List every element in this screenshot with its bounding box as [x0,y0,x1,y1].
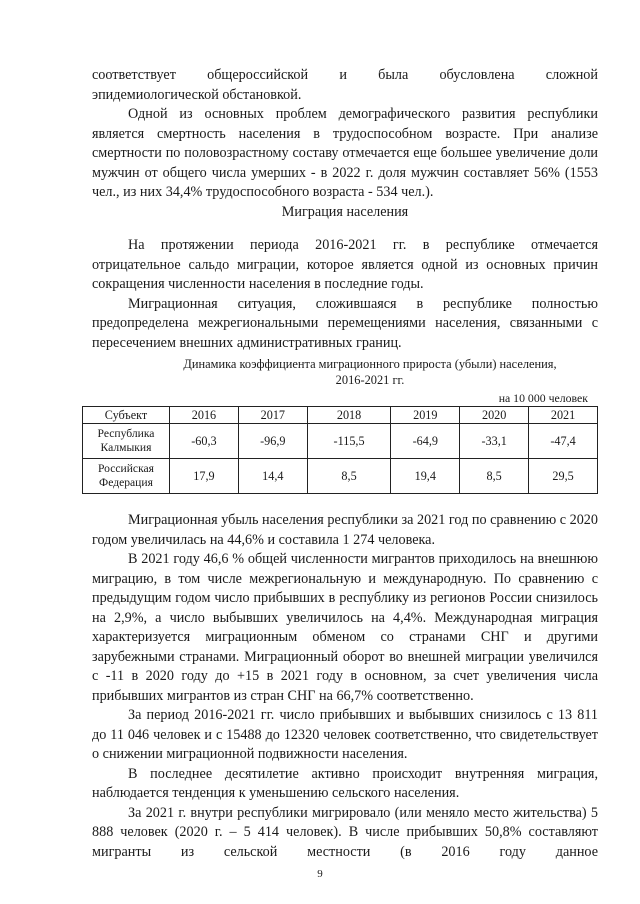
table-row [83,424,598,459]
paragraph-intro [92,66,598,203]
table-header-cell: 2020 [460,407,529,424]
table-subject-cell [83,424,170,459]
table-subject-cell [83,459,170,494]
table-header-cell: 2016 [170,407,239,424]
paragraph-intro-line2: эпидемиологической обстановкой. [92,86,302,103]
table-cell: 29,5 [529,459,598,494]
paragraph-migration-balance: На протяжении периода 2016-2021 гг. в республике отмечается отрицательное сальдо миграции, которое является одной из основных причин сокращения численности населения в последние годы. [92,237,598,292]
subject-line: Российская [97,462,155,475]
table-header-row [83,407,598,424]
table-cell: -60,3 [170,424,239,459]
page-number: 9 [317,868,323,880]
subject-line: Республика [97,427,155,440]
table-cell: 14,4 [238,459,307,494]
paragraph-internal-migration: В последнее десятилетие активно происходит внутренняя миграция, наблюдается тенденция к уменьшению сельского населения. [92,765,598,801]
table-cell: 8,5 [460,459,529,494]
subject-line: Калмыкия [100,441,152,454]
migration-text-block [92,236,598,353]
table-units: на 10 000 человек [498,391,588,405]
subject-line: Федерация [99,476,153,489]
table-header-cell: 2019 [391,407,460,424]
table-cell: 19,4 [391,459,460,494]
table-cell: 17,9 [170,459,239,494]
table-row [83,459,598,494]
table-cell: 8,5 [307,459,391,494]
table-caption [150,356,590,388]
paragraph-arrivals-departures: За период 2016-2021 гг. число прибывших и выбывших снизилось с 13 811 до 11 046 человек и с 15488 до 12320 человек соответственно, что свидетельствует о снижении миграционной подвижности населения. [92,707,598,762]
table-header-cell: 2017 [238,407,307,424]
paragraph-external-migration: В 2021 году 46,6 % общей численности мигрантов приходилось на внешнюю миграцию, в том числе межрегиональную и международную. По сравнению с предыдущим годом число прибывших в республику из регионов России снизилось на 2,9%, а число выбывших увеличилось на 4,4%. Международная миграция характеризуется миграционным обменом со странами СНГ и другими зарубежными странами. Миграционный оборот во внешней миграции увеличился с -11 в 2020 году до +15 в 2021 году в основном, за счет увеличения числа прибывших мигрантов из стран СНГ на 66,7% соответственно. [92,551,598,704]
paragraph-migration-situation: Миграционная ситуация, сложившаяся в республике полностью предопределена межрегиональными перемещениями населения, связанными с пересечением внешних административных границ. [92,295,598,351]
migration-coefficient-table [82,406,598,494]
table-caption-line2: 2016-2021 гг. [335,373,405,387]
paragraph-intro-line1: соответствует общероссийской и была обусловлена сложной [92,67,598,83]
table-cell: -96,9 [238,424,307,459]
table-cell: -33,1 [460,424,529,459]
paragraph-intra-republic: За 2021 г. внутри республики мигрировало (или меняло место жительства) 5 888 человек (2020 г. – 5 414 человек). В числе прибывших 50,8% составляют мигранты из сельской местности (в 2016 году данное [92,804,598,860]
table-caption-line1: Динамика коэффициента миграционного прироста (убыли) населения, [183,357,557,371]
table-header-cell: 2018 [307,407,391,424]
table-cell: -47,4 [529,424,598,459]
table-cell: -64,9 [391,424,460,459]
migration-analysis-block [92,511,598,862]
table-cell: -115,5 [307,424,391,459]
section-heading: Миграция населения [281,204,409,220]
table-header-cell: Субъект [83,407,170,424]
table-header-cell: 2021 [529,407,598,424]
paragraph-mortality: Одной из основных проблем демографического развития республики является смертность населения в трудоспособном возрасте. При анализе смертности по половозрастному составу отмечается еще большее увеличение доли мужчин от общего числа умерших - в 2022 г. доля мужчин составляет 56% (1553 чел., из них 34,4% трудоспособного возраста - 534 чел.). [92,106,598,200]
paragraph-migration-loss: Миграционная убыль населения республики за 2021 год по сравнению с 2020 годом увеличилась на 44,6% и составила 1 274 человека. [92,512,598,548]
